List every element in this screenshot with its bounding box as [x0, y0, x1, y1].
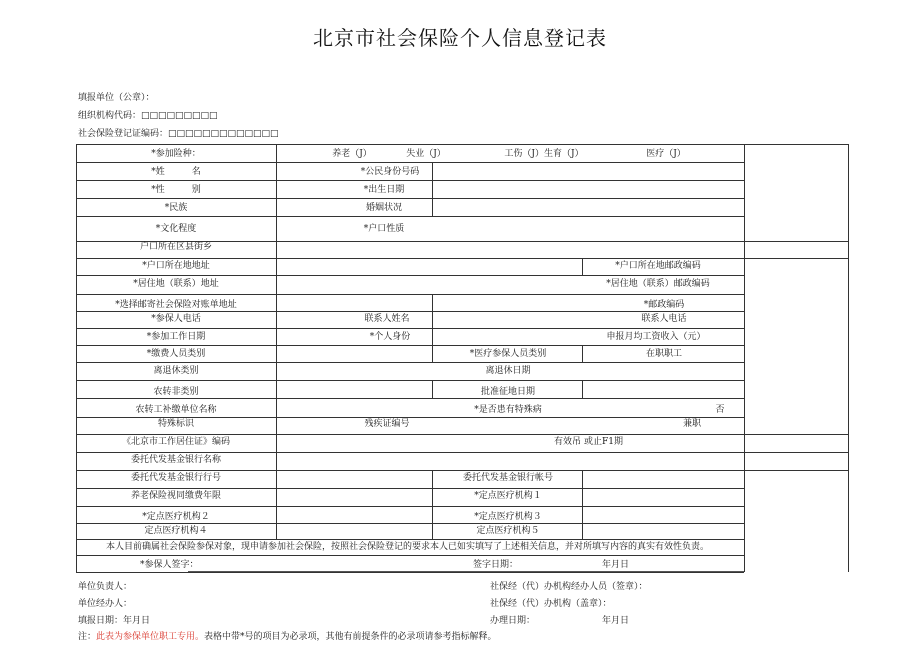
residence-permit-label: 《北京市工作居住证》编码	[121, 437, 231, 447]
residence-postcode-label: *居住地（联系）邮政编码	[606, 279, 710, 289]
table-line	[582, 258, 583, 275]
table-line	[582, 345, 583, 362]
hukou-nature-label: *户口性质	[363, 224, 405, 234]
table-line	[76, 328, 744, 329]
employed-value: 在职职工	[645, 349, 683, 359]
retire-date-label: 离退休日期	[485, 366, 531, 376]
footnote-rest: 表格中带*号的项目为必录项，其他有前提条件的必录项请参考指标解释。	[204, 632, 497, 642]
agency-staff-label: 社保经（代）办机构经办人员（签章）：	[490, 582, 648, 592]
rural-to-nonrural-label: 农转非类别	[153, 387, 199, 397]
signature-underline	[188, 571, 744, 572]
page-title: 北京市社会保险个人信息登记表	[313, 26, 607, 50]
agency-stamp-label: 社保经（代）办机构（盖章）：	[490, 599, 612, 609]
footnote	[78, 629, 497, 642]
pension-years-label: 养老保险视同缴费年限	[130, 491, 222, 501]
table-line	[76, 198, 744, 199]
process-date-label: 办理日期：	[490, 616, 536, 626]
work-start-label: *参加工作日期	[146, 332, 206, 342]
table-line	[76, 380, 744, 381]
personal-status-label: *个人身份	[369, 332, 411, 342]
medical-option[interactable]: 医疗（J）	[646, 149, 686, 159]
table-line	[76, 572, 744, 573]
reg-code-boxes[interactable]: □□□□□□□□□□□□□	[168, 129, 279, 139]
table-line	[76, 523, 744, 524]
insurance-type-label: *参加险种：	[151, 149, 201, 159]
table-line	[848, 144, 849, 572]
monthly-income-label: 申报月均工资收入（元）	[606, 332, 706, 342]
table-line	[432, 162, 433, 216]
pension-option[interactable]: 养老（J）	[332, 149, 372, 159]
table-line	[76, 144, 77, 572]
medical-category-label: *医疗参保人员类别	[469, 349, 547, 359]
residence-address-label: *居住地（联系）地址	[133, 279, 219, 289]
special-disease-value[interactable]: 否	[715, 405, 725, 415]
table-line	[76, 311, 744, 312]
signature-label: *参保人签字：	[140, 560, 199, 570]
special-mark-label: 特殊标识	[157, 419, 195, 429]
table-line	[276, 144, 277, 539]
table-line	[76, 417, 744, 418]
table-line	[76, 452, 848, 453]
special-disease-label: *是否患有特殊病	[474, 405, 542, 415]
bank-account-label: 委托代发基金银行帐号	[462, 473, 554, 483]
reg-code-line	[78, 126, 279, 139]
org-code-label: 组织机构代码：	[78, 111, 142, 121]
table-line	[76, 488, 744, 489]
injury-maternity-option[interactable]: 工伤（J）生育（J）	[504, 149, 584, 159]
sign-date-label: 签字日期：	[473, 560, 519, 570]
retire-category-label: 离退休类别	[153, 366, 199, 376]
table-line	[76, 470, 848, 471]
valid-until-label: 有效吊	[554, 437, 582, 447]
table-line	[432, 294, 433, 362]
registration-table	[76, 144, 848, 574]
org-code-line	[78, 108, 218, 121]
disability-cert-label: 残疾证编号	[364, 419, 410, 429]
gender-label: *性 别	[151, 185, 201, 195]
declaration-text: 本人目前确属社会保险参保对象，现申请参加社会保险，按照社会保险登记的要求本人已如实填写了上述相关信息，并对所填写内容的真实有效性负责。	[106, 542, 710, 552]
filling-unit-label: 填报单位（公章）：	[78, 93, 155, 103]
table-line	[76, 162, 744, 163]
table-line	[76, 398, 744, 399]
reg-code-label: 社会保险登记证编码：	[78, 129, 169, 139]
hukou-address-label: *户口所在地地址	[142, 261, 210, 271]
bank-code-label: 委托代发基金银行行号	[130, 473, 222, 483]
table-line	[76, 294, 744, 295]
table-line	[76, 539, 744, 540]
table-line	[76, 216, 744, 217]
footnote-red: 此表为参保单位职工专用。	[96, 632, 205, 642]
phone-label: *参保人电话	[151, 314, 201, 324]
ethnicity-label: *民族	[164, 203, 188, 213]
name-label: *姓 名	[151, 167, 201, 177]
sign-ymd-label: 年月日	[602, 560, 630, 570]
deadline-label: 或止F1期	[584, 437, 623, 447]
table-line	[76, 180, 744, 181]
table-line	[76, 345, 744, 346]
process-ymd-label: 年月日	[602, 616, 630, 626]
bank-name-label: 委托代发基金银行名称	[130, 455, 222, 465]
contact-name-label: 联系人姓名	[364, 314, 410, 324]
hospital1-label: *定点医疗机构１	[474, 491, 542, 501]
footnote-prefix: 注：	[78, 632, 97, 642]
hukou-district-label: 户口所在区县街乡	[139, 242, 213, 252]
hospital2-label: *定点医疗机构２	[142, 512, 210, 522]
table-line	[432, 470, 433, 539]
statement-address-label: *选择邮寄社会保险对账单地址	[115, 300, 237, 310]
marital-label: 婚姻状况	[365, 203, 403, 213]
hukou-postcode-label: *户口所在地邮政编码	[615, 261, 701, 271]
approval-date-label: 批准征地日期	[480, 387, 536, 397]
id-number-label: *公民身份号码	[360, 167, 420, 177]
payer-category-label: *缴费人员类别	[146, 349, 206, 359]
rural-worker-unit-label: 农转工补缴单位名称	[135, 405, 217, 415]
hospital5-label: 定点医疗机构５	[476, 526, 540, 536]
table-line	[76, 362, 744, 363]
table-line	[76, 506, 744, 507]
table-line	[582, 470, 583, 539]
table-line	[76, 144, 848, 145]
table-line	[76, 434, 848, 435]
unit-head-label: 单位负责人：	[78, 582, 133, 592]
table-line	[76, 555, 744, 556]
unit-handler-label: 单位经办人：	[78, 599, 133, 609]
fill-date-label: 填报日期：年月日	[78, 616, 151, 626]
table-line	[432, 380, 433, 398]
part-time-label: 兼职	[682, 419, 702, 429]
org-code-boxes[interactable]: □□□□□□□□□	[141, 111, 218, 121]
table-line	[76, 258, 848, 259]
postcode-label: *邮政编码	[643, 300, 685, 310]
table-line	[744, 144, 745, 572]
education-label: *文化程度	[155, 224, 197, 234]
hospital3-label: *定点医疗机构３	[474, 512, 542, 522]
contact-phone-label: 联系人电话	[641, 314, 687, 324]
hospital4-label: 定点医疗机构４	[144, 526, 208, 536]
table-line	[76, 275, 744, 276]
unemployment-option[interactable]: 失业（J）	[406, 149, 446, 159]
table-line	[582, 380, 583, 398]
birth-date-label: *出生日期	[363, 185, 405, 195]
